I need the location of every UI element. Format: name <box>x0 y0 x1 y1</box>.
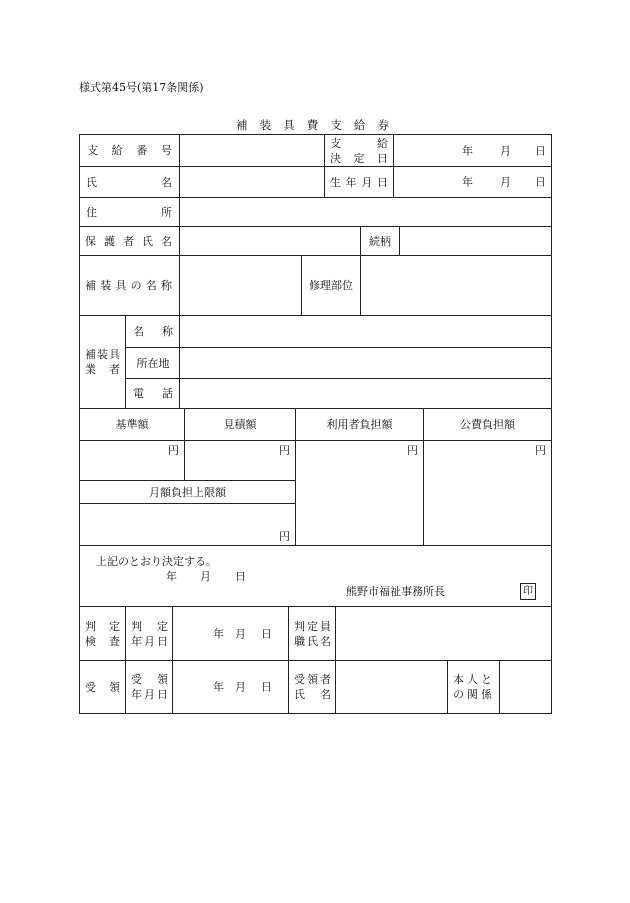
date-month: 月 <box>235 627 246 640</box>
receipt-date-label-line1: 受 領 <box>131 673 168 686</box>
date-year: 年 <box>166 570 177 583</box>
vendor-label-cell <box>79 315 126 409</box>
judgment-label-line2: 検 査 <box>85 634 120 648</box>
address-value-cell <box>179 197 552 227</box>
date-day: 日 <box>261 627 272 640</box>
date-day: 日 <box>535 175 546 189</box>
receiver-label-cell <box>288 660 336 714</box>
user-burden-header: 利用者負担額 <box>326 418 393 431</box>
user-burden-header-cell <box>295 408 424 441</box>
judgment-date-value-cell <box>172 606 289 661</box>
date-year: 年 <box>462 144 473 157</box>
date-year: 年 <box>213 680 224 694</box>
date-month: 月 <box>235 680 246 694</box>
address-label-cell <box>79 197 180 227</box>
relationship-value-cell <box>499 660 552 714</box>
guardian-name-label: 保 護 者 氏 名 <box>85 234 172 248</box>
receipt-date-label-line2: 年月日 <box>131 688 168 701</box>
device-name-label: 補 装 具 の 名 称 <box>85 279 172 292</box>
judgment-officer-label-cell <box>288 606 336 661</box>
estimate-amount-header: 見積額 <box>223 418 257 431</box>
vendor-name-label: 名 称 <box>133 325 173 338</box>
yen-unit: 円 <box>168 444 179 457</box>
issuer-name: 熊野市福祉事務所長 <box>346 585 445 598</box>
birth-date-label-cell <box>324 166 394 198</box>
public-burden-value-cell <box>423 440 552 546</box>
date-day: 日 <box>261 680 272 694</box>
receiver-label-line1: 受領者 <box>294 673 331 686</box>
device-name-label-cell <box>79 255 180 316</box>
yen-unit: 円 <box>279 530 290 543</box>
date-month: 月 <box>500 175 511 189</box>
birth-date-label: 生 年 月 日 <box>330 175 388 189</box>
date-day: 日 <box>235 570 246 583</box>
device-name-value-cell <box>179 255 302 316</box>
estimate-amount-header-cell <box>184 408 296 441</box>
relation-value-cell <box>399 226 552 256</box>
vendor-phone-label: 電 話 <box>133 387 173 400</box>
public-burden-header-cell <box>423 408 552 441</box>
guardian-name-label-cell <box>79 226 180 256</box>
standard-amount-header: 基準額 <box>115 418 149 431</box>
supply-number-value-cell <box>179 134 325 167</box>
decision-date-value-cell <box>393 134 552 167</box>
date-month: 月 <box>200 570 211 583</box>
decision-date-label-cell <box>324 134 394 167</box>
receipt-date-label-cell <box>125 660 173 714</box>
date-year: 年 <box>213 627 224 640</box>
decision-date-label-line1: 支 給 <box>330 136 388 150</box>
vendor-name-label-cell <box>125 315 180 348</box>
date-month: 月 <box>500 144 511 157</box>
seal-mark: 印 <box>523 585 533 597</box>
relationship-label-line2: の関係 <box>453 688 492 701</box>
judgment-label-line1: 判 定 <box>85 619 120 633</box>
vendor-label-line1: 補装具 <box>85 348 120 361</box>
relation-label-cell <box>360 226 400 256</box>
judgment-officer-label-line2: 職氏名 <box>294 634 331 648</box>
decision-statement: 上記のとおり決定する。 <box>96 555 217 568</box>
monthly-cap-label: 月額負担上限額 <box>149 485 226 499</box>
relationship-label-line1: 本人と <box>453 673 492 686</box>
receipt-date-value-cell <box>172 660 289 714</box>
relationship-label-cell <box>447 660 500 714</box>
receipt-label-cell <box>79 660 126 714</box>
monthly-cap-value-cell <box>79 503 296 546</box>
vendor-name-value-cell <box>179 315 552 348</box>
date-year: 年 <box>462 175 473 189</box>
name-value-cell <box>179 166 325 198</box>
vendor-address-value-cell <box>179 347 552 379</box>
monthly-cap-label-cell <box>79 480 296 504</box>
date-day: 日 <box>535 144 546 157</box>
yen-unit: 円 <box>407 444 418 457</box>
birth-date-value-cell <box>393 166 552 198</box>
vendor-address-label-cell <box>125 347 180 379</box>
receiver-name-value-cell <box>335 660 448 714</box>
repair-part-label: 修理部位 <box>309 279 353 292</box>
vendor-label-line2: 業 者 <box>85 363 120 376</box>
judgment-date-label-cell <box>125 606 173 661</box>
relation-label: 続柄 <box>369 234 391 248</box>
form-number: 様式第45号(第17条関係) <box>79 81 204 94</box>
judgment-officer-label-line1: 判定員 <box>294 619 331 633</box>
supply-number-label: 支 給 番 号 <box>87 144 172 157</box>
judgment-label-cell <box>79 606 126 661</box>
decision-cell <box>79 545 552 607</box>
standard-amount-header-cell <box>79 408 185 441</box>
standard-amount-value-cell <box>79 440 185 481</box>
user-burden-value-cell <box>295 440 424 546</box>
guardian-name-value-cell <box>179 226 361 256</box>
judgment-date-label-line2: 年月日 <box>131 634 168 648</box>
yen-unit: 円 <box>279 444 290 457</box>
receiver-label-line2: 氏 名 <box>294 688 331 701</box>
name-label: 氏 名 <box>86 175 172 189</box>
yen-unit: 円 <box>535 444 546 457</box>
supply-number-label-cell <box>79 134 180 167</box>
repair-part-value-cell <box>360 255 552 316</box>
form-title: 補 装 具 費 支 給 券 <box>236 118 389 132</box>
repair-part-label-cell <box>301 255 361 316</box>
judgment-officer-value-cell <box>335 606 552 661</box>
judgment-date-label-line1: 判 定 <box>131 619 168 633</box>
vendor-address-label: 所在地 <box>136 356 170 370</box>
public-burden-header: 公費負担額 <box>460 418 515 431</box>
vendor-phone-value-cell <box>179 378 552 409</box>
estimate-amount-value-cell <box>184 440 296 481</box>
name-label-cell <box>79 166 180 198</box>
address-label: 住 所 <box>86 205 172 219</box>
vendor-phone-label-cell <box>125 378 180 409</box>
seal-stamp-box <box>520 583 536 600</box>
decision-date-label-line2: 決 定 日 <box>330 151 388 165</box>
receipt-label: 受 領 <box>85 680 120 694</box>
